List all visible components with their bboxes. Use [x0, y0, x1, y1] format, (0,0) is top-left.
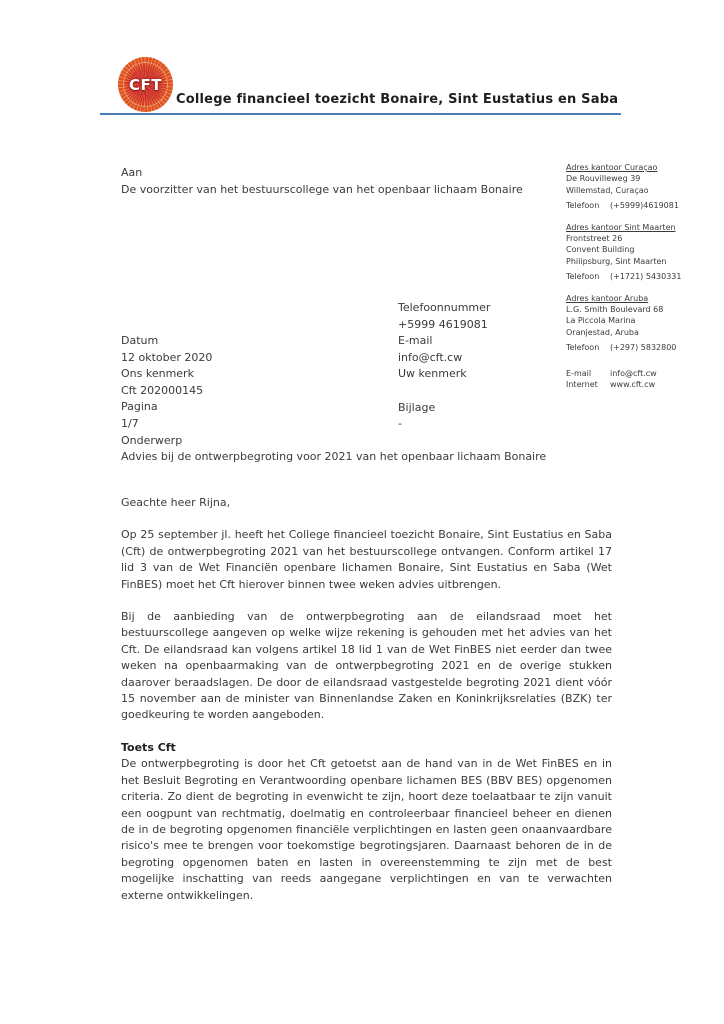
meta-value: -: [398, 417, 402, 431]
recipient-block: [121, 165, 561, 198]
phone-label: Telefoon: [566, 272, 600, 282]
recipient-label: Aan: [121, 166, 143, 179]
organization-title: College financieel toezicht Bonaire, Sint Eustatius en Saba: [176, 92, 619, 107]
phone-value: (+5999)4619081: [610, 201, 679, 211]
section-heading-toets-cft: Toets Cft: [121, 740, 176, 754]
office-address-sint-maarten: [566, 222, 721, 283]
address-line: Convent Building: [566, 245, 635, 255]
meta-left-column: [121, 333, 613, 466]
address-line: L.G. Smith Boulevard 68: [566, 305, 664, 315]
meta-label: Bijlage: [398, 400, 436, 414]
body-paragraph-2: Bij de aanbieding van de ontwerpbegroting aan de eilandsraad moet het bestuurscollege aangeven op welke wijze rekening is gehouden met het advies van het Cft. De eilandsraad kan volgens artikel 18 lid 1 van de Wet FinBES niet eerder dan twee weken na openbaarmaking van de ontwerpbegroting 2021 en de overige stukken daarover beraadslagen. De door de eilandsraad vastgestelde begroting 2021 dient vóór 15 november aan de minister van Binnenlandse Zaken en Koninkrijksrelaties (BZK) ter goedkeuring te worden aangeboden.: [121, 610, 612, 722]
phone-row: [566, 271, 721, 282]
letter-body: [121, 495, 612, 920]
contact-block: [566, 368, 721, 391]
phone-row: [566, 200, 721, 211]
recipient-line: De voorzitter van het bestuurscollege van het openbaar lichaam Bonaire: [121, 182, 523, 196]
meta-label: Ons kenmerk: [121, 367, 194, 381]
website-value: www.cft.cw: [610, 380, 656, 390]
header-divider: [100, 113, 621, 115]
website-label: Internet: [566, 380, 598, 390]
meta-value: info@cft.cw: [398, 350, 463, 364]
phone-value: (+1721) 5430331: [610, 272, 682, 282]
email-row: [566, 368, 721, 379]
meta-value: 12 oktober 2020: [121, 350, 213, 364]
office-addresses-sidebar: [566, 162, 721, 391]
cft-logo-icon: [118, 57, 173, 112]
address-line: De Rouvilleweg 39: [566, 174, 641, 184]
body-paragraph-1: Op 25 september jl. heeft het College financieel toezicht Bonaire, Sint Eustatius en Saba (Cft) de ontwerpbegroting 2021 van het bestuurscollege ontvangen. Conform artikel 17 lid 3 van de Wet Financiën openbare lichamen Bonaire, Sint Eustatius en Saba (Wet FinBES) moet het Cft hierover binnen twee weken advies uitbrengen.: [121, 528, 612, 591]
address-line: Willemstad, Curaçao: [566, 185, 649, 195]
meta-label: Onderwerp: [121, 433, 183, 447]
phone-label: Telefoon: [566, 343, 600, 353]
meta-label: Uw kenmerk: [398, 367, 467, 381]
address-line: Philipsburg, Sint Maarten: [566, 256, 667, 266]
office-address-curacao: [566, 162, 721, 212]
meta-value: Cft 202000145: [121, 383, 204, 397]
email-value: info@cft.cw: [610, 368, 657, 378]
phone-row: [566, 342, 721, 353]
meta-label: Telefoonnummer: [398, 301, 491, 314]
phone-label: Telefoon: [566, 201, 600, 211]
email-label: E-mail: [566, 368, 592, 378]
body-paragraph-3: De ontwerpbegroting is door het Cft getoetst aan de hand van in de Wet FinBES en in het Besluit Begroting en Verantwoording openbare lichamen BES (BBV BES) opgenomen criteria. Zo dient de begroting in evenwicht te zijn, hoort deze toelaatbaar te zijn vanuit een oogpunt van rechtmatig, doelmatig en controleerbaar financieel beheer en dienen de in de begroting opgenomen financiële verplichtingen en lasten geen onaanvaardbare risico's mee te brengen voor toekomstige begrotingsjaren. Daarnaast behoren de in de begroting opgenomen baten en lasten in overeenstemming te zijn met de best mogelijke inschatting van reeds aangegane verplichtingen en van te verwachten externe ontwikkelingen.: [121, 757, 612, 902]
office-address-heading: Adres kantoor Curaçao: [566, 163, 658, 172]
office-address-heading: Adres kantoor Sint Maarten: [566, 222, 676, 232]
address-line: Oranjestad, Aruba: [566, 327, 639, 337]
office-address-heading: Adres kantoor Aruba: [566, 293, 649, 303]
salutation: Geachte heer Rijna,: [121, 496, 231, 509]
meta-value subject-line: Advies bij de ontwerpbegroting voor 2021 van het openbaar lichaam Bonaire: [121, 450, 547, 464]
meta-label: Datum: [121, 334, 159, 347]
cft-logo-text: CFT: [129, 75, 162, 94]
phone-value: (+297) 5832800: [610, 343, 677, 353]
address-line: La Piccola Marina: [566, 316, 636, 326]
website-row: [566, 379, 721, 390]
meta-label: E-mail: [398, 334, 433, 348]
meta-value: 1/7: [121, 416, 139, 430]
address-line: Frontstreet 26: [566, 234, 623, 244]
meta-value: +5999 4619081: [398, 317, 488, 331]
meta-label: Pagina: [121, 400, 158, 414]
office-address-aruba: [566, 293, 721, 354]
